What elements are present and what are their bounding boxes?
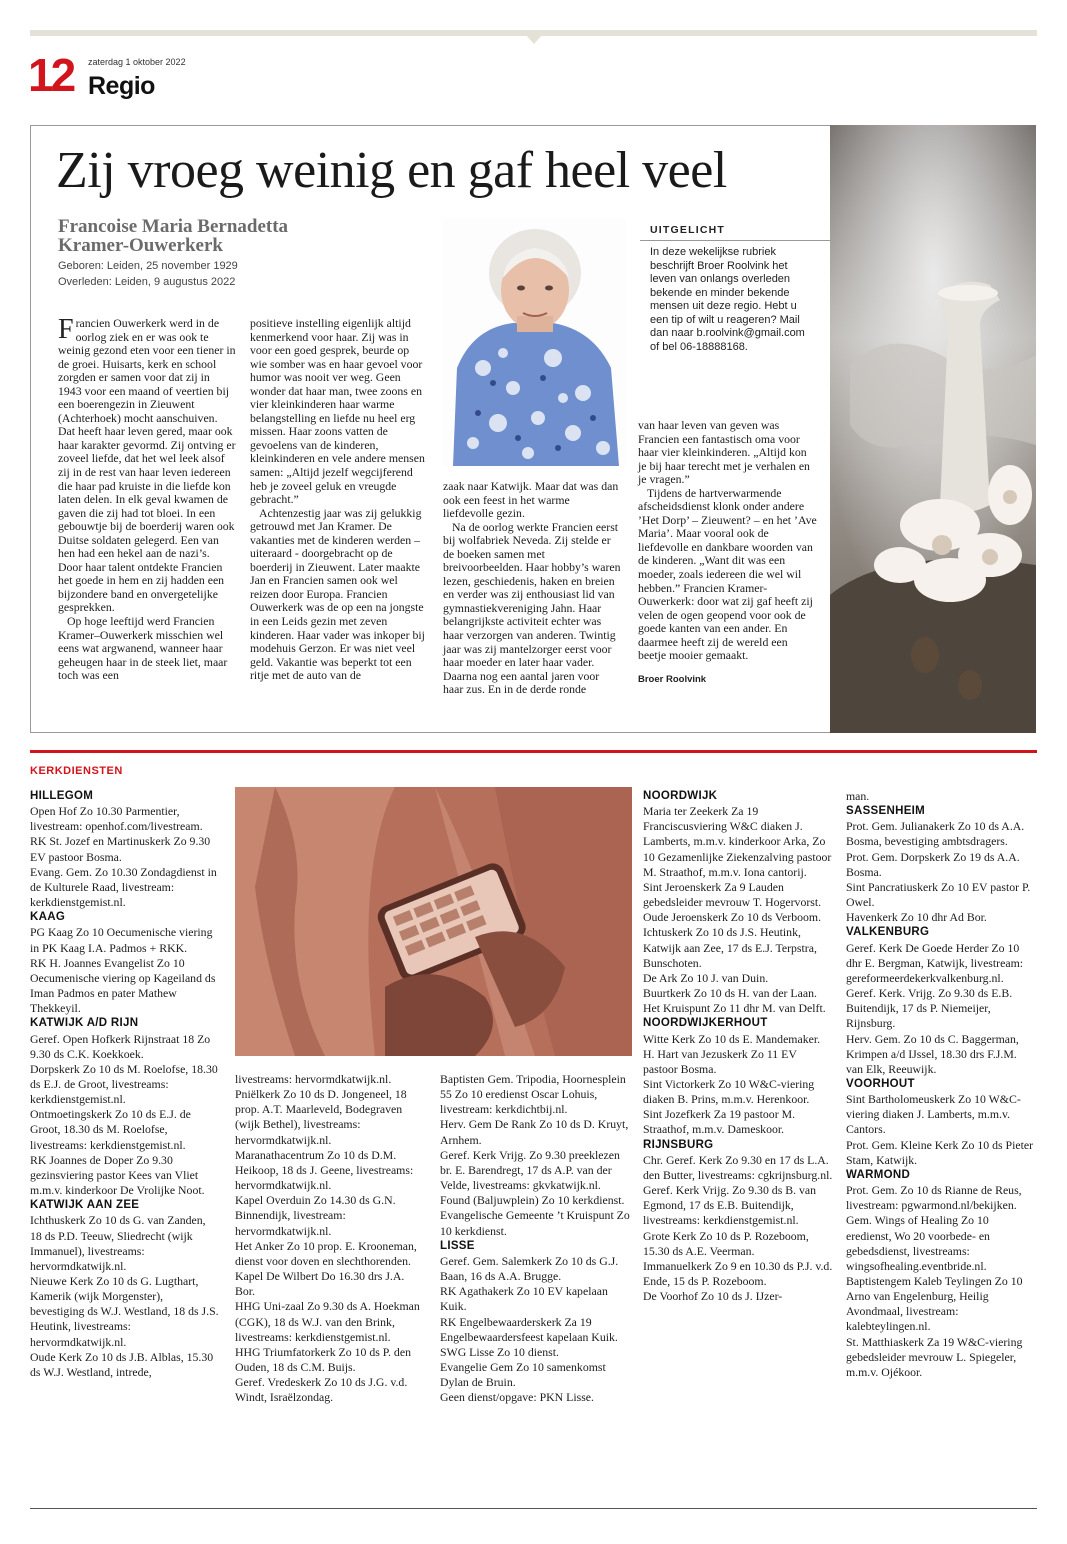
service-entry: Ichtuskerk Zo 10 ds J.S. Heutink, Katwijk aan Zee, 17 ds E.J. Terpstra, Bunschoten. (643, 925, 817, 970)
service-entry: SWG Lisse Zo 10 dienst. (440, 1344, 559, 1359)
town-heading: LISSE (440, 1239, 475, 1252)
service-entry: Ontmoetingskerk Zo 10 ds E.J. de Groot, 18.30 ds M. Roelofse, livestreams: kerkdienstgemist.nl. (30, 1107, 191, 1152)
vase-flowers-photo (830, 125, 1036, 733)
service-entry: Geref. Open Hofkerk Rijnstraat 18 Zo 9.30 ds C.K. Koekkoek. (30, 1031, 211, 1061)
article-column-1 (58, 314, 236, 683)
town-heading: KATWIJK A/D RIJN (30, 1017, 139, 1030)
service-entry: livestreams: hervormdkatwijk.nl. (235, 1072, 392, 1086)
service-entry: Dorpskerk Zo 10 ds M. Roelofse, 18.30 ds E.J. de Groot, livestreams: kerkdienstgemist.nl. (30, 1061, 218, 1107)
service-entry: Gem. Wings of Healing Zo 10 eredienst, Wo 20 voorbede- en gebedsdienst, livestreams: wingsofhealing.eventbride.nl. (846, 1213, 990, 1273)
paragraph: positieve instelling eigenlijk altijd kenmerkend voor haar. Zij was in voor een goed gesprek, beurde op wie somber was en haar gevoel voor humor was nooit ver weg. Geen wonder dat haar man, twee zoons en vier kleinkinderen haar warme belangstelling en liefde nu heel erg missen. Haar zoons vatten de gevoelens van de kinderen, kleinkinderen en vele andere mensen samen: „Altijd jezelf wegcijferend heb je zoveel geluk en vreugde gebracht.” (250, 316, 425, 507)
kerkdiensten-column-1 (30, 789, 220, 1380)
service-entry: Pniëlkerk Zo 10 ds D. Jongeneel, 18 prop. A.T. Maarleveld, Bodegraven (wijk Bethel), livestreams: hervormdkatwijk.nl. (235, 1087, 407, 1147)
service-entry: HHG Triumfatorkerk Zo 10 ds P. den Ouden, 18 ds C.M. Buijs. (235, 1344, 411, 1374)
kerkdiensten-column-4 (643, 789, 833, 1304)
deceased-name (58, 217, 388, 255)
town-heading: NOORDWIJK (643, 790, 718, 802)
service-entry: Kapel Overduin Zo 14.30 ds G.N. Binnendijk, livestream: hervormdkatwijk.nl. (235, 1193, 396, 1238)
kerkdiensten-column-3 (440, 1072, 630, 1405)
service-entry: Open Hof Zo 10.30 Parmentier, livestream: openhof.com/livestream. (30, 804, 203, 834)
service-entry: Havenkerk Zo 10 dhr Ad Bor. (846, 910, 987, 925)
service-entry: PG Kaag Zo 10 Oecumenische viering in PK Kaag I.A. Padmos + RKK. (30, 925, 213, 955)
byline: Broer Roolvink (638, 673, 707, 685)
paragraph: zaak naar Katwijk. Maar dat was dan ook een feest in het warme liefdevolle gezin. (443, 479, 619, 521)
name-line-2: Kramer-Ouwerkerk (58, 235, 223, 256)
service-entry: Sint Pancratiuskerk Zo 10 EV pastor P. Owel. (846, 879, 1031, 910)
paragraph: van haar leven van geven was Francien een fantastisch oma voor haar vier kleinkinderen. „Altijd kon je bij haar terecht met je verhalen en je vragen.” (638, 418, 810, 487)
service-entry: Sint Jozefkerk Za 19 pastoor M. Straathof, m.m.v. Dameskoor. (643, 1107, 796, 1137)
kerkdiensten-column-5 (846, 789, 1036, 1380)
service-entry: Kapel De Wilbert Do 16.30 drs J.A. Bor. (235, 1269, 405, 1299)
service-entry: RK Agathakerk Zo 10 EV kapelaan Kuik. (440, 1284, 608, 1314)
service-entry: Geref. Gem. Salemkerk Zo 10 ds G.J. Baan, 16 ds A.A. Brugge. (440, 1253, 619, 1284)
service-entry: Oude Jeroenskerk Zo 10 ds Verboom. (643, 910, 822, 925)
service-entry: Nieuwe Kerk Zo 10 ds G. Lugthart, Kamerik (wijk Morgenster), bevestiging ds W.J. Westland, 18 ds J.S. Heutink, livestreams: hervormdkatwijk.nl. (30, 1274, 219, 1349)
service-entry: Evangelische Gemeente ’t Kruispunt Zo 10 kerkdienst. (440, 1208, 630, 1238)
service-entry: Maranathacentrum Zo 10 ds D.M. Heikoop, 18 ds J. Geene, livestreams: hervormdkatwijk.nl. (235, 1147, 414, 1193)
town-heading: HILLEGOM (30, 790, 94, 802)
service-entry: Prot. Gem. Dorpskerk Zo 19 ds A.A. Bosma. (846, 849, 1020, 879)
born-line: Geboren: Leiden, 25 november 1929 (58, 260, 238, 272)
article-column-4 (638, 419, 818, 686)
service-entry: Herv. Gem De Rank Zo 10 ds D. Kruyt, Arnhem. (440, 1117, 629, 1147)
phone-photo (235, 787, 632, 1056)
service-entry: Grote Kerk Zo 10 ds P. Rozeboom, 15.30 ds A.E. Veerman. (643, 1228, 809, 1258)
town-heading: VALKENBURG (846, 926, 930, 939)
service-entry: H. Hart van Jezuskerk Zo 11 EV pastoor Bosma. (643, 1046, 797, 1076)
top-rule-notch (526, 35, 542, 44)
article-headline: Zij vroeg weinig en gaf heel veel (56, 142, 727, 199)
service-entry: St. Matthiaskerk Za 19 W&C-viering gebedsleider mevrouw L. Spiegeler, m.m.v. Ojékoor. (846, 1334, 1023, 1379)
uitgelicht-title: UITGELICHT (650, 224, 725, 236)
service-entry: Evangelie Gem Zo 10 samenkomst Dylan de Bruin. (440, 1359, 606, 1390)
service-entry: RK Engelbewaarderskerk Za 19 Engelbewaardersfeest kapelaan Kuik. (440, 1314, 618, 1344)
service-entry: Herv. Gem. Zo 10 ds C. Baggerman, Krimpen a/d IJssel, 18.30 drs F.J.M. van Elk, Reeuwijk. (846, 1031, 1019, 1076)
kerkdiensten-label: KERKDIENSTEN (30, 765, 123, 777)
service-entry: Prot. Gem. Kleine Kerk Zo 10 ds Pieter Stam, Katwijk. (846, 1137, 1034, 1167)
paragraph: Na de oorlog werkte Francien eerst bij wolfabriek Neveda. Zij stelde er de boeken samen met breivoorbeelden. Haar hobby’s waren lezen, geschiedenis, haken en breien en verder was zij enthousiast lid van gymnastiekvereniging Jahn. Haar belangrijkste activiteit echter was haar verzorgen van anderen. Twintig jaar was zij mantelzorger eerst voor haar moeder en later haar vader. Daarna nog een aantal jaren voor haar zus. En in de derde ronde (443, 519, 621, 697)
page-number: 12 (28, 49, 74, 101)
life-dates (58, 258, 238, 290)
town-heading: VOORHOUT (846, 1077, 915, 1090)
uitgelicht-rule (640, 240, 830, 241)
service-entry: Maria ter Zeekerk Za 19 Franciscusviering W&C diaken J. Lamberts, m.m.v. kinderkoor Arka, Zo 10 Gezamenlijke Ziekenzalving pastoor M. Straathof, m.m.v. Iona cantorij. (643, 804, 832, 879)
died-line: Overleden: Leiden, 9 augustus 2022 (58, 276, 236, 288)
section-divider (30, 750, 1037, 753)
service-entry: Geref. Kerk De Goede Herder Zo 10 dhr E. Bergman, Katwijk, livestream: gereformeerdekerkvalkenburg.nl. (846, 940, 1024, 985)
issue-date: zaterdag 1 oktober 2022 (88, 57, 186, 67)
service-entry: RK Joannes de Doper Zo 9.30 gezinsviering pastor Kees van Vliet m.m.v. kinderkoor De Vrolijke Noot. (30, 1152, 205, 1198)
service-entry: Geref. Kerk Vrijg. Zo 9.30 ds B. van Egmond, 17 ds E.B. Buitendijk, livestreams: kerkdienstgemist.nl. (643, 1183, 817, 1228)
town-heading: WARMOND (846, 1168, 911, 1181)
service-entry: Prot. Gem. Julianakerk Zo 10 ds A.A. Bosma, bevestiging ambtsdragers. (846, 819, 1025, 849)
service-entry: RK H. Joannes Evangelist Zo 10 Oecumenische viering op Kageiland ds Iman Padmos en pater Mathew Thekkeyil. (30, 955, 216, 1016)
name-line-1: Francoise Maria Bernadetta (58, 216, 289, 237)
service-entry: Sint Jeroenskerk Za 9 Lauden gebedsleider mevrouw T. Hogervorst. (643, 879, 822, 910)
town-heading: RIJNSBURG (643, 1138, 714, 1151)
bottom-rule (30, 1508, 1037, 1509)
service-entry: Het Anker Zo 10 prop. E. Krooneman, dienst voor doven en slechthorenden. (235, 1238, 417, 1268)
service-entry: Evang. Gem. Zo 10.30 Zondagdienst in de Kulturele Raad, livestream: kerkdienstgemist.nl. (30, 864, 217, 910)
service-entry: Geref. Kerk Vrijg. Zo 9.30 preeklezen br. E. Barendregt, 17 ds A.P. van der Velde, livestreams: gkvkatwijk.nl. (440, 1147, 620, 1193)
town-heading: KAAG (30, 911, 66, 924)
paragraph-text: de oorlog ziek en er was ook te weinig gezond eten voor een tiener in de groei. Huisarts, kerk en school zorgden er samen voor dat zij in 1943 voor een maand of veertien bij een boerengezin in Zieuwent (Achterhoek) mocht aanschuiven. Dat heeft haar leven gered, maar ook haar karakter gevormd. Zij ontving er zoveel liefde, dat het wel leek alsof zij in de rest van haar leven iedereen die haar pad kruiste in die liefde kon laten delen. In elk geval kwamen de gaven die zij had tot bloei. In een gebouwtje bij de boerderij waren ook Duitse soldaten gelegerd. Een van hen had een hekel aan de nazi’s. Door haar talent ontdekte Francien het goede in hem en zij hadden een bijzondere band en onvergetelijke gesprekken. (58, 316, 236, 615)
service-entry: De Ark Zo 10 J. van Duin. (643, 970, 769, 985)
kerkdiensten-column-2 (235, 1072, 425, 1405)
paragraph (58, 314, 236, 615)
service-entry: Het Kruispunt Zo 11 dhr M. van Delft. (643, 1001, 826, 1016)
paragraph: Achtenzestig jaar was zij gelukkig getrouwd met Jan Kramer. De vakanties met de kinderen werden – uiteraard - doorgebracht op de boerderij in Zieuwent. Later maakte Jan en Francien samen ook wel reizen door Europa. Francien Ouwerkerk was de op een na jongste in een Leids gezin met zeven kinderen. Haar vader was inkoper bij modehuis Gerzon. Er was niet veel geld. Vakantie was beperkt tot een ritje met de auto van de (250, 505, 425, 683)
service-entry: Geref. Vredeskerk Zo 10 ds J.G. v.d. Windt, Israëlzondag. (235, 1375, 408, 1405)
first-line: rancien Ouwerkerk werd in (75, 316, 205, 330)
service-entry: Oude Kerk Zo 10 ds J.B. Alblas, 15.30 ds W.J. Westland, intrede, (30, 1349, 214, 1379)
service-entry: Immanuelkerk Zo 9 en 10.30 ds P.J. v.d. Ende, 15 ds P. Rozeboom. (643, 1258, 833, 1288)
drop-cap: F (58, 314, 74, 345)
service-entry: Buurtkerk Zo 10 ds H. van der Laan. (643, 986, 817, 1001)
service-entry: Prot. Gem. Zo 10 ds Rianne de Reus, livestream: pgwarmond.nl/bekijken. (846, 1183, 1022, 1213)
paragraph: Tijdens de hartverwarmende afscheidsdienst klonk onder andere ’Het Dorp’ – Zieuwent? – en het ’Ave Maria’. Maar vooral ook de liefdevolle en dankbare woorden van de kinderen. „Want dit was een moeder, zoals iedereen die wel wil hebben.” Francien Kramer-Ouwerkerk: door wat zij gaf heeft zij velen de ogen geopend voor ook de goede kanten van een ander. En daarmee heeft zij de wereld een beetje mooier gemaakt. (638, 485, 817, 663)
article-column-2 (250, 317, 428, 683)
service-entry: Witte Kerk Zo 10 ds E. Mandemaker. (643, 1031, 821, 1046)
portrait-photo (443, 218, 626, 466)
paragraph: Op hoge leeftijd werd Francien Kramer–Ouwerkerk misschien wel eens wat argwanend, wanneer haar geheugen haar in de steek liet, maar toch was een (58, 614, 228, 683)
section-title: Regio (88, 72, 155, 100)
service-entry: Sint Bartholomeuskerk Zo 10 W&C-viering diaken J. Lamberts, m.m.v. Cantors. (846, 1092, 1021, 1137)
town-heading: NOORDWIJKERHOUT (643, 1017, 768, 1030)
town-heading: KATWIJK AAN ZEE (30, 1199, 140, 1212)
service-entry: Sint Victorkerk Zo 10 W&C-viering diaken B. Prins, m.m.v. Herenkoor. (643, 1076, 815, 1107)
service-entry: Geref. Kerk. Vrijg. Zo 9.30 ds E.B. Buitendijk, 17 ds P. Niemeijer, Rijnsburg. (846, 986, 1013, 1031)
service-entry: HHG Uni-zaal Zo 9.30 ds A. Hoekman (CGK), 18 ds W.J. van den Brink, livestreams: kerkdienstgemist.nl. (235, 1299, 420, 1344)
service-entry: Chr. Geref. Kerk Zo 9.30 en 17 ds L.A. den Butter, livestreams: cgkrijnsburg.nl. (643, 1152, 833, 1182)
town-heading: SASSENHEIM (846, 805, 926, 818)
service-entry: Geen dienst/opgave: PKN Lisse. (440, 1390, 594, 1405)
service-entry: Ichthuskerk Zo 10 ds G. van Zanden, 18 ds P.D. Teeuw, Sliedrecht (wijk Immanuel), livestreams: hervormdkatwijk.nl. (30, 1213, 206, 1273)
service-entry: Found (Baljuwplein) Zo 10 kerkdienst. (440, 1193, 625, 1208)
uitgelicht-text: In deze wekelijkse rubriek beschrijft Broer Roolvink het leven van onlangs overleden bekende en minder bekende mensen uit deze regio. Hebt u een tip of wilt u reageren? Mail dan naar b.roolvink@gmail.com of bel 06-18888168. (650, 246, 805, 353)
article-column-3 (443, 480, 621, 697)
service-entry: De Voorhof Zo 10 ds J. IJzer- (643, 1289, 783, 1304)
service-entry: Baptistengem Kaleb Teylingen Zo 10 Arno van Engelenburg, Heilig Avondmaal, livestream: kalebteylingen.nl. (846, 1274, 1023, 1334)
service-entry: RK St. Jozef en Martinuskerk Zo 9.30 EV pastoor Bosma. (30, 834, 211, 864)
service-entry: Baptisten Gem. Tripodia, Hoornesplein 55 Zo 10 eredienst Oscar Lohuis, livestream: kerkdichtbij.nl. (440, 1072, 626, 1117)
service-entry: man. (846, 789, 870, 803)
